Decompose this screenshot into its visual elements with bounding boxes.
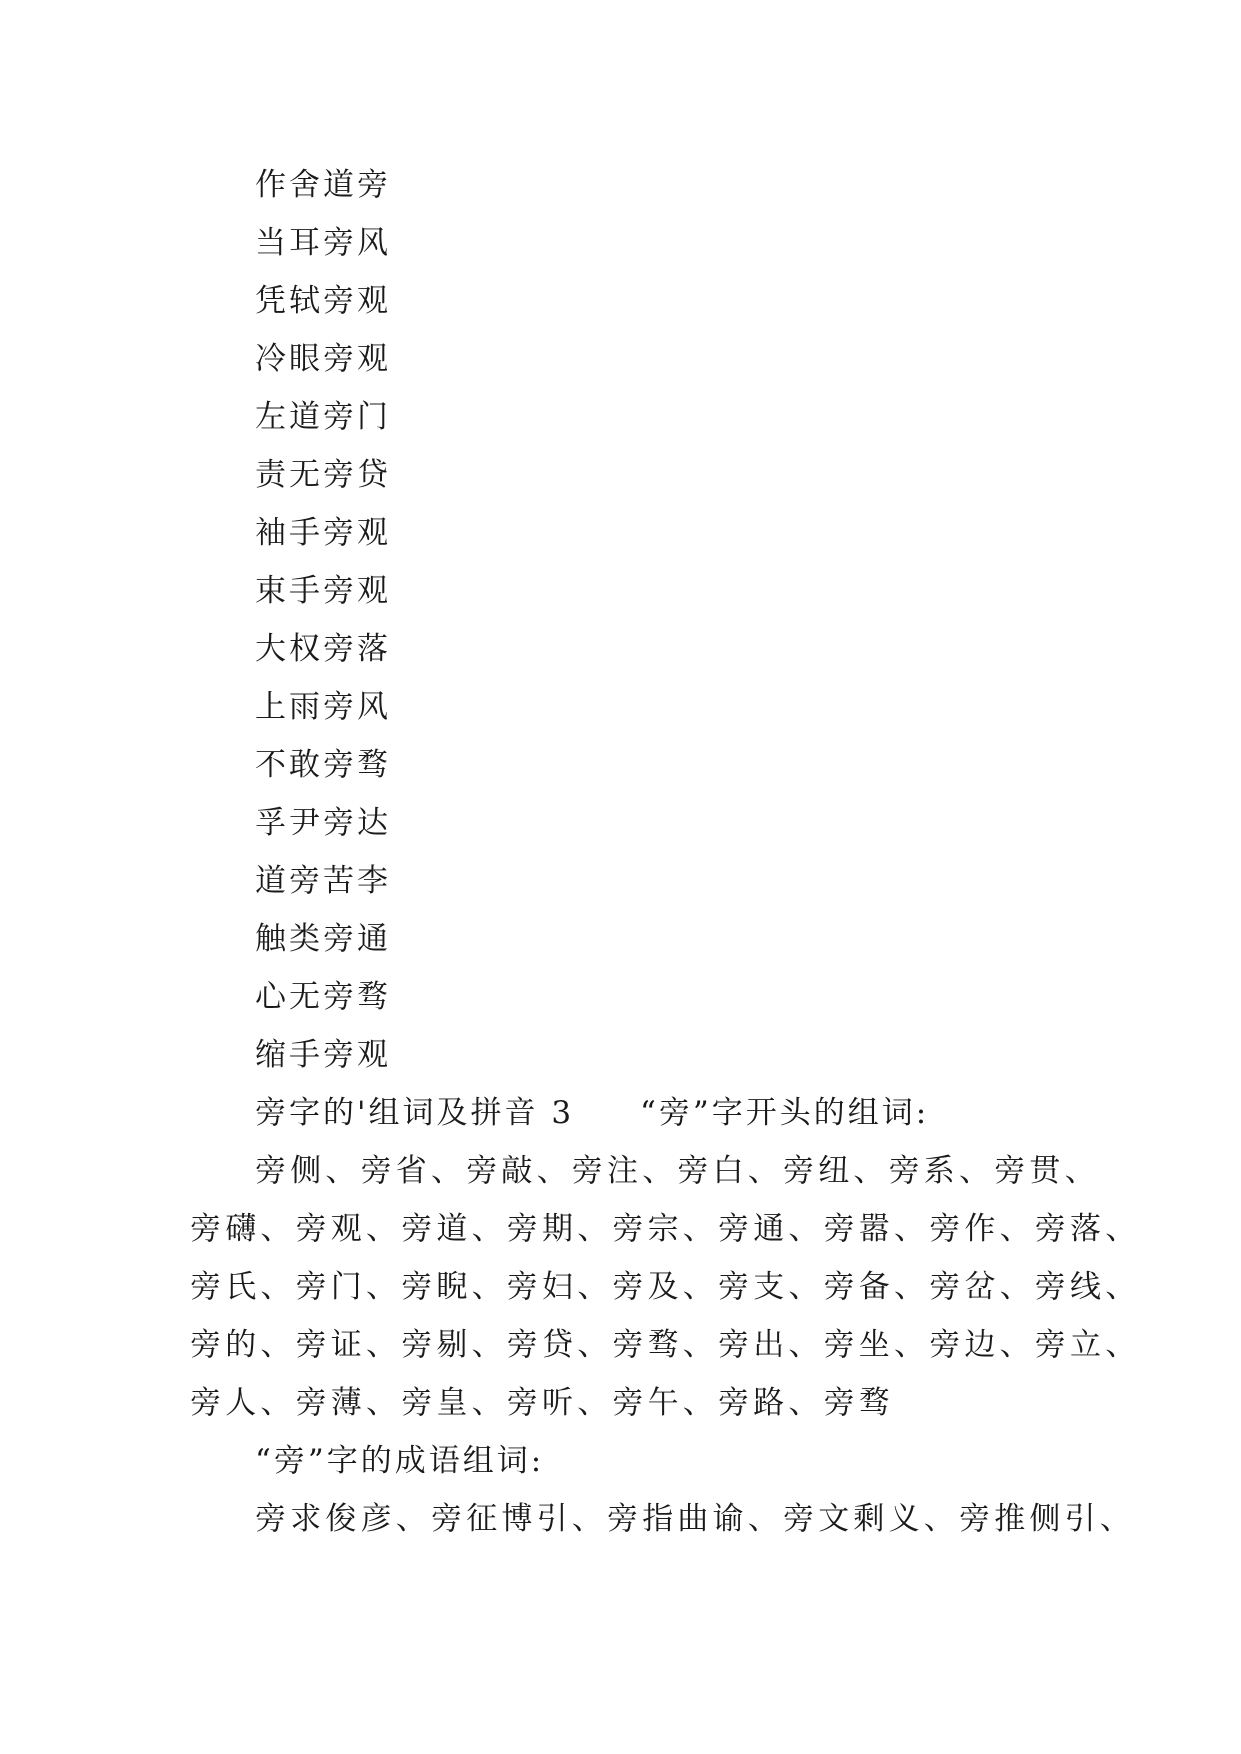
section-subtitle: “旁”字开头的组词:: [640, 1095, 930, 1131]
idiom-line: 道旁苦李: [255, 863, 391, 899]
idiom-line: 上雨旁风: [255, 689, 391, 725]
word-list-line: 旁侧、旁省、旁敲、旁注、旁白、旁纽、旁系、旁贯、: [255, 1153, 1100, 1189]
idiom-line: 作舍道旁: [255, 167, 391, 203]
word-list-line: 旁的、旁证、旁剔、旁贷、旁骛、旁出、旁坐、旁边、旁立、: [190, 1327, 1141, 1363]
idiom-line: 冷眼旁观: [255, 341, 391, 377]
idiom-line: 束手旁观: [255, 573, 391, 609]
idiom-line: 当耳旁风: [255, 225, 391, 261]
idiom-line: 大权旁落: [255, 631, 391, 667]
idiom-line: 不敢旁骛: [255, 747, 391, 783]
idiom-heading: “旁”字的成语组词:: [255, 1443, 545, 1479]
idiom-line: 左道旁门: [255, 399, 391, 435]
idiom-line: 责无旁贷: [255, 457, 391, 493]
idiom-line: 袖手旁观: [255, 515, 391, 551]
section-title: 旁字的'组词及拼音 3: [255, 1095, 575, 1131]
word-list-line: 旁氏、旁门、旁睨、旁妇、旁及、旁支、旁备、旁岔、旁线、: [190, 1269, 1141, 1305]
idiom-line: 孚尹旁达: [255, 805, 391, 841]
idiom-line: 触类旁通: [255, 921, 391, 957]
idiom-line: 凭轼旁观: [255, 283, 391, 319]
idiom-line: 心无旁骛: [255, 979, 391, 1015]
word-list-line: 旁人、旁薄、旁皇、旁听、旁午、旁路、旁骛: [190, 1385, 894, 1421]
idiom-word-list-line: 旁求俊彦、旁征博引、旁指曲谕、旁文剩义、旁推侧引、: [255, 1501, 1135, 1537]
word-list-line: 旁礴、旁观、旁道、旁期、旁宗、旁通、旁嚣、旁作、旁落、: [190, 1211, 1141, 1247]
idiom-line: 缩手旁观: [255, 1037, 391, 1073]
